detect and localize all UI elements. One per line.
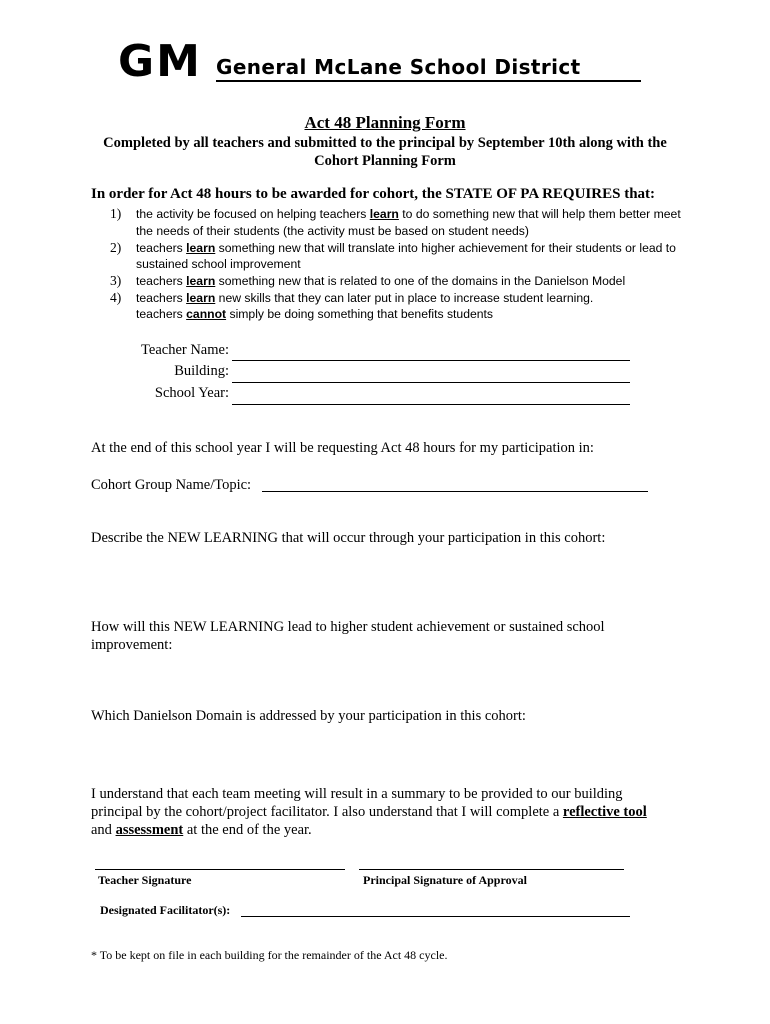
facilitator-field[interactable] bbox=[241, 916, 630, 917]
district-name: General McLane School District bbox=[216, 55, 581, 79]
school-year-label: School Year: bbox=[154, 385, 229, 401]
requirement-note-keyword: cannot bbox=[186, 307, 227, 321]
requirement-item bbox=[110, 206, 690, 240]
requirement-text: to do something new that will help them better meet the needs of their students (the activity must be based on student needs) bbox=[136, 207, 681, 238]
requirements-list bbox=[110, 206, 690, 307]
requirement-note bbox=[136, 307, 493, 321]
form-subtitle-line1: Completed by all teachers and submitted to the principal by September 10th along with the bbox=[103, 135, 667, 151]
acknowledgement-text-part: principal by the cohort/project facilitator. I also understand that I will complete a bbox=[91, 804, 563, 820]
requirement-text: something new that will translate into higher achievement for their students or lead to sustained school improvement bbox=[136, 240, 676, 272]
requirement-note-text: teachers bbox=[136, 307, 187, 321]
form-subtitle bbox=[0, 134, 770, 170]
requirement-item bbox=[110, 240, 690, 274]
form-subtitle-line2: Cohort Planning Form bbox=[314, 153, 456, 169]
requirement-item bbox=[110, 273, 690, 290]
question-achievement-line1: How will this NEW LEARNING lead to higher student achievement or sustained school bbox=[91, 619, 605, 635]
requirement-item bbox=[110, 290, 690, 307]
requirement-keyword: learn bbox=[186, 240, 216, 255]
form-title: Act 48 Planning Form bbox=[304, 113, 466, 132]
requirement-note-text: simply be doing something that benefits students bbox=[226, 307, 494, 321]
requirement-number: 3) bbox=[110, 273, 122, 289]
acknowledgement-line2 bbox=[91, 803, 647, 821]
requirement-text: the activity be focused on helping teachers bbox=[136, 207, 370, 221]
cohort-topic-field[interactable] bbox=[262, 491, 648, 492]
logo-underline bbox=[216, 80, 641, 82]
principal-signature-field[interactable] bbox=[359, 869, 624, 870]
requirement-keyword: learn bbox=[186, 274, 216, 289]
principal-signature-label: Principal Signature of Approval bbox=[363, 873, 527, 887]
intro-text: At the end of this school year I will be requesting Act 48 hours for my participation in: bbox=[91, 440, 594, 456]
assessment-keyword: assessment bbox=[115, 822, 184, 838]
question-new-learning: Describe the NEW LEARNING that will occur through your participation in this cohort: bbox=[91, 530, 606, 546]
requirement-keyword: learn bbox=[369, 207, 399, 221]
question-danielson-domain: Which Danielson Domain is addressed by your participation in this cohort: bbox=[91, 708, 526, 724]
acknowledgement-line3 bbox=[91, 821, 647, 839]
school-year-field[interactable] bbox=[232, 404, 630, 405]
acknowledgement-line1: I understand that each team meeting will result in a summary to be provided to our building bbox=[91, 786, 623, 802]
requirement-keyword: learn bbox=[186, 290, 216, 305]
cohort-topic-label: Cohort Group Name/Topic: bbox=[91, 477, 252, 493]
gm-logo-mark: GM bbox=[118, 36, 202, 87]
requirement-text: teachers bbox=[136, 290, 187, 305]
requirement-number: 1) bbox=[110, 206, 122, 221]
acknowledgement-text bbox=[91, 785, 647, 839]
requirement-text: new skills that they can later put in place to increase student learning. bbox=[215, 290, 594, 305]
teacher-name-field[interactable] bbox=[232, 360, 630, 361]
acknowledgement-text-part: and bbox=[91, 822, 116, 838]
facilitator-label: Designated Facilitator(s): bbox=[100, 903, 231, 917]
teacher-name-label: Teacher Name: bbox=[141, 342, 229, 358]
requirement-text: teachers bbox=[136, 240, 187, 255]
requirements-heading: In order for Act 48 hours to be awarded for cohort, the STATE OF PA REQUIRES that: bbox=[91, 186, 656, 202]
question-achievement bbox=[91, 618, 605, 654]
reflective-tool-keyword: reflective tool bbox=[562, 804, 647, 820]
requirement-text: teachers bbox=[136, 274, 187, 289]
building-field[interactable] bbox=[232, 382, 630, 383]
building-label: Building: bbox=[174, 363, 229, 379]
requirement-number: 4) bbox=[110, 289, 122, 305]
acknowledgement-text-part: at the end of the year. bbox=[183, 822, 312, 838]
requirement-text: something new that is related to one of the domains in the Danielson Model bbox=[215, 274, 626, 289]
teacher-signature-label: Teacher Signature bbox=[98, 873, 192, 887]
footer-note: * To be kept on file in each building for the remainder of the Act 48 cycle. bbox=[91, 948, 448, 962]
requirement-number: 2) bbox=[110, 239, 122, 255]
teacher-signature-field[interactable] bbox=[95, 869, 345, 870]
question-achievement-line2: improvement: bbox=[91, 637, 173, 653]
district-logo bbox=[118, 36, 643, 87]
